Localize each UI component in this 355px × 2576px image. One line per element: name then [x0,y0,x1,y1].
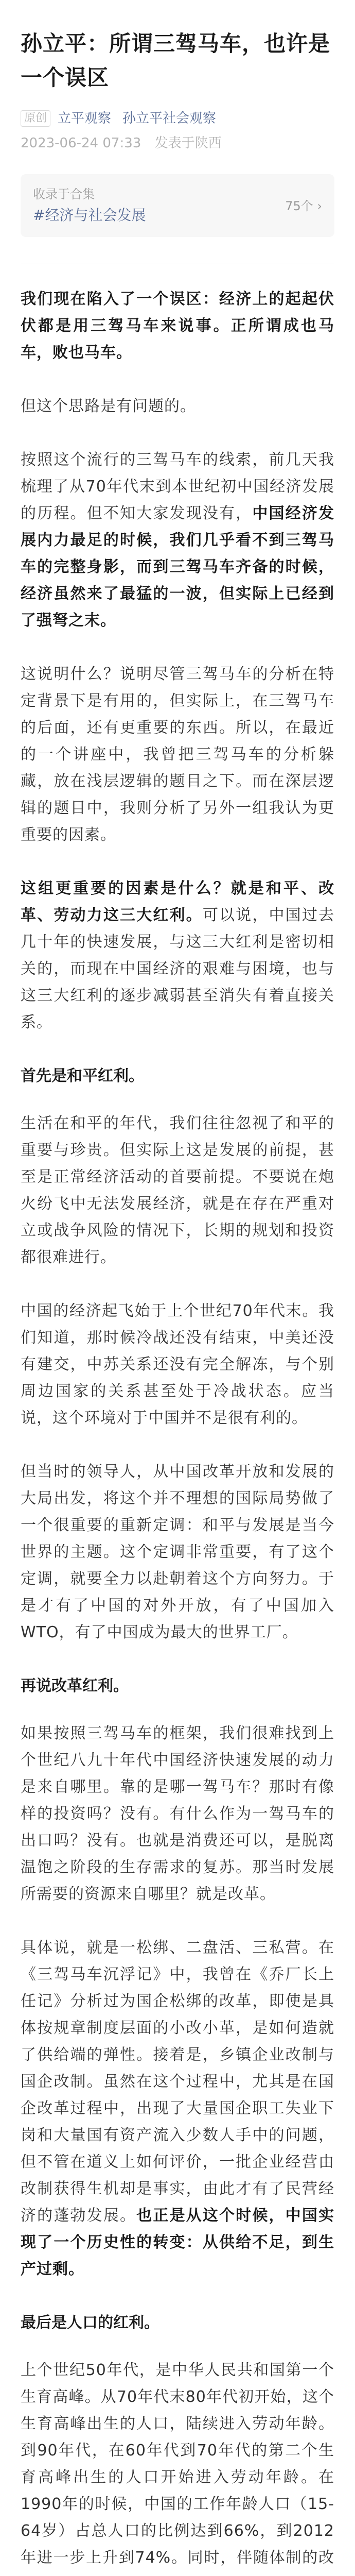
paragraph-text: 具体说，就是一松绑、二盘活、三私营。在《三驾马车沉浮记》中，我曾在《乔厂长上任记》分析过为国企松绑的改革，即使是具体按规章制度层面的小改小革，是如何造就了供给端的弹性。接着是，乡镇企业改制与国企改制。虽然在这个过程中，尤其是在国企改革过程中，出现了大量国企职工失业下岗和大量国有资产流入少数人手中的问题，但不管在道义上如何评价，一批企业经营由改制获得生机却是事实，由此才有了民营经济的蓬勃发展。 [21,1939,334,2225]
paragraph [21,1298,334,1432]
bold-text: 也正是从这个时候，中国实现了一个历史性的转变：从供给不足，到生产过剩。 [21,2207,335,2278]
bold-text: 这组更重要的因素是什么？就是和平、改革、劳动力这三大红利。 [21,879,334,924]
article-meta-line [21,133,334,154]
section-heading: 最后是人口的红利。 [21,2314,159,2332]
bold-text: 中国经济发展内力最足的时候，我们几乎看不到三驾马车的完整身影，而到三驾马车齐备的时候，经济虽然来了最猛的一波，但实际上已经到了强弩之末。 [21,504,335,630]
paragraph-text: 如果按照三驾马车的框架，我们很难找到上个世纪八九十年代中国经济快速发展的动力是来自哪里。靠的是哪一驾马车？那时有像样的投资吗？没有。有什么作为一驾马车的出口吗？没有。也就是消费还可以，是脱离温饱之阶段的生存需求的复苏。那当时发展所需要的资源来自哪里？就是改革。 [21,1724,334,1903]
paragraph-text: 生活在和平的年代，我们往往忽视了和平的重要与珍贵。但实际上这是发展的前提，甚至是正常经济活动的首要前提。不要说在炮火纷飞中无法发展经济，就是在存在严重对立或战争风险的情况下，长期的规划和投资都很难进行。 [21,1114,334,1266]
collection-name[interactable]: #经济与社会发展 [33,207,146,224]
paragraph [21,2357,334,2576]
paragraph [21,447,334,634]
collection-count: 75个 › [285,199,322,213]
paragraph-text: 但这个思路是有问题的。 [21,397,196,415]
article-meta [21,108,334,129]
bold-text: 我们现在陷入了一个误区：经济上的起起伏伏都是用三驾马车来说事。正所谓成也马车，败也马车。 [21,290,334,362]
section-heading: 首先是和平红利。 [21,1067,144,1085]
paragraph-text: 可以说，中国过去几十年的快速发展，与这三大红利是密切相关的，而现在中国经济的艰难与困境，也与这三大红利的逐步减弱甚至消失有着直接关系。 [21,906,335,1031]
paragraph [21,875,334,1036]
paragraph [21,393,334,420]
paragraph [21,1720,334,1908]
paragraph-text: 但当时的领导人，从中国改革开放和发展的大局出发，将这个并不理想的国际局势做了一个很重要的重新定调：和平与发展是当今世界的主题。这个定调非常重要，有了这个定调，就要全力以赴朝着这个方向努力。于是才有了中国的对外开放，有了中国加入WTO，有了中国成为最大的世界工厂。 [21,1463,334,1641]
account-link-1[interactable]: 立平观察 [58,111,112,126]
article-body [21,286,334,2576]
original-badge: 原创 [21,110,50,127]
section-heading: 再说改革红利。 [21,1677,129,1695]
paragraph [21,661,334,849]
paragraph [21,1935,334,2283]
collection-label: 收录于合集 [33,187,95,201]
publish-date: 2023-06-24 07:33 [21,135,141,151]
publish-location: 发表于陕西 [154,135,222,151]
collection-card[interactable] [21,174,334,237]
paragraph-text: 按照这个流行的三驾马车的线索，前几天我梳理了从70年代末到本世纪初中国经济发展的历程。但不知大家发现没有， [21,451,334,522]
paragraph [21,1459,334,1646]
paragraph [21,1110,334,1271]
paragraph-text: 这说明什么？说明尽管三驾马车的分析在特定背景下是有用的，但实际上，在三驾马车的后面，还有更重要的东西。所以，在最近的一个讲座中，我曾把三驾马车的分析躲藏，放在浅层逻辑的题目之下。而在深层逻辑的题目中，我则分析了另外一组我认为更重要的因素。 [21,665,334,844]
paragraph-text: 上个世纪50年代，是中华人民共和国第一个生育高峰。从70年代末80年代初开始，这个生育高峰出生的人口，陆续进入劳动年龄。到90年代，在60年代到70年代的第二个生育高峰出生的人口开始进入劳动年龄。在1990年的时候，中国的工作年龄人口（15-64岁）占总人口的比例达到66%，到2012年进一步上升到74%。同时，伴随体制的改 [21,2361,334,2567]
article-title: 孙立平：所谓三驾马车，也许是一个误区 [21,31,331,90]
account-link-2[interactable]: 孙立平社会观察 [122,111,217,126]
paragraph [21,286,334,366]
paragraph-text: 中国的经济起飞始于上个世纪70年代末。我们知道，那时候冷战还没有结束，中美还没有建交，中苏关系还没有完全解冻，与个别周边国家的关系甚至处于冷战状态。应当说，这个环境对于中国并不是很有利的。 [21,1302,334,1427]
